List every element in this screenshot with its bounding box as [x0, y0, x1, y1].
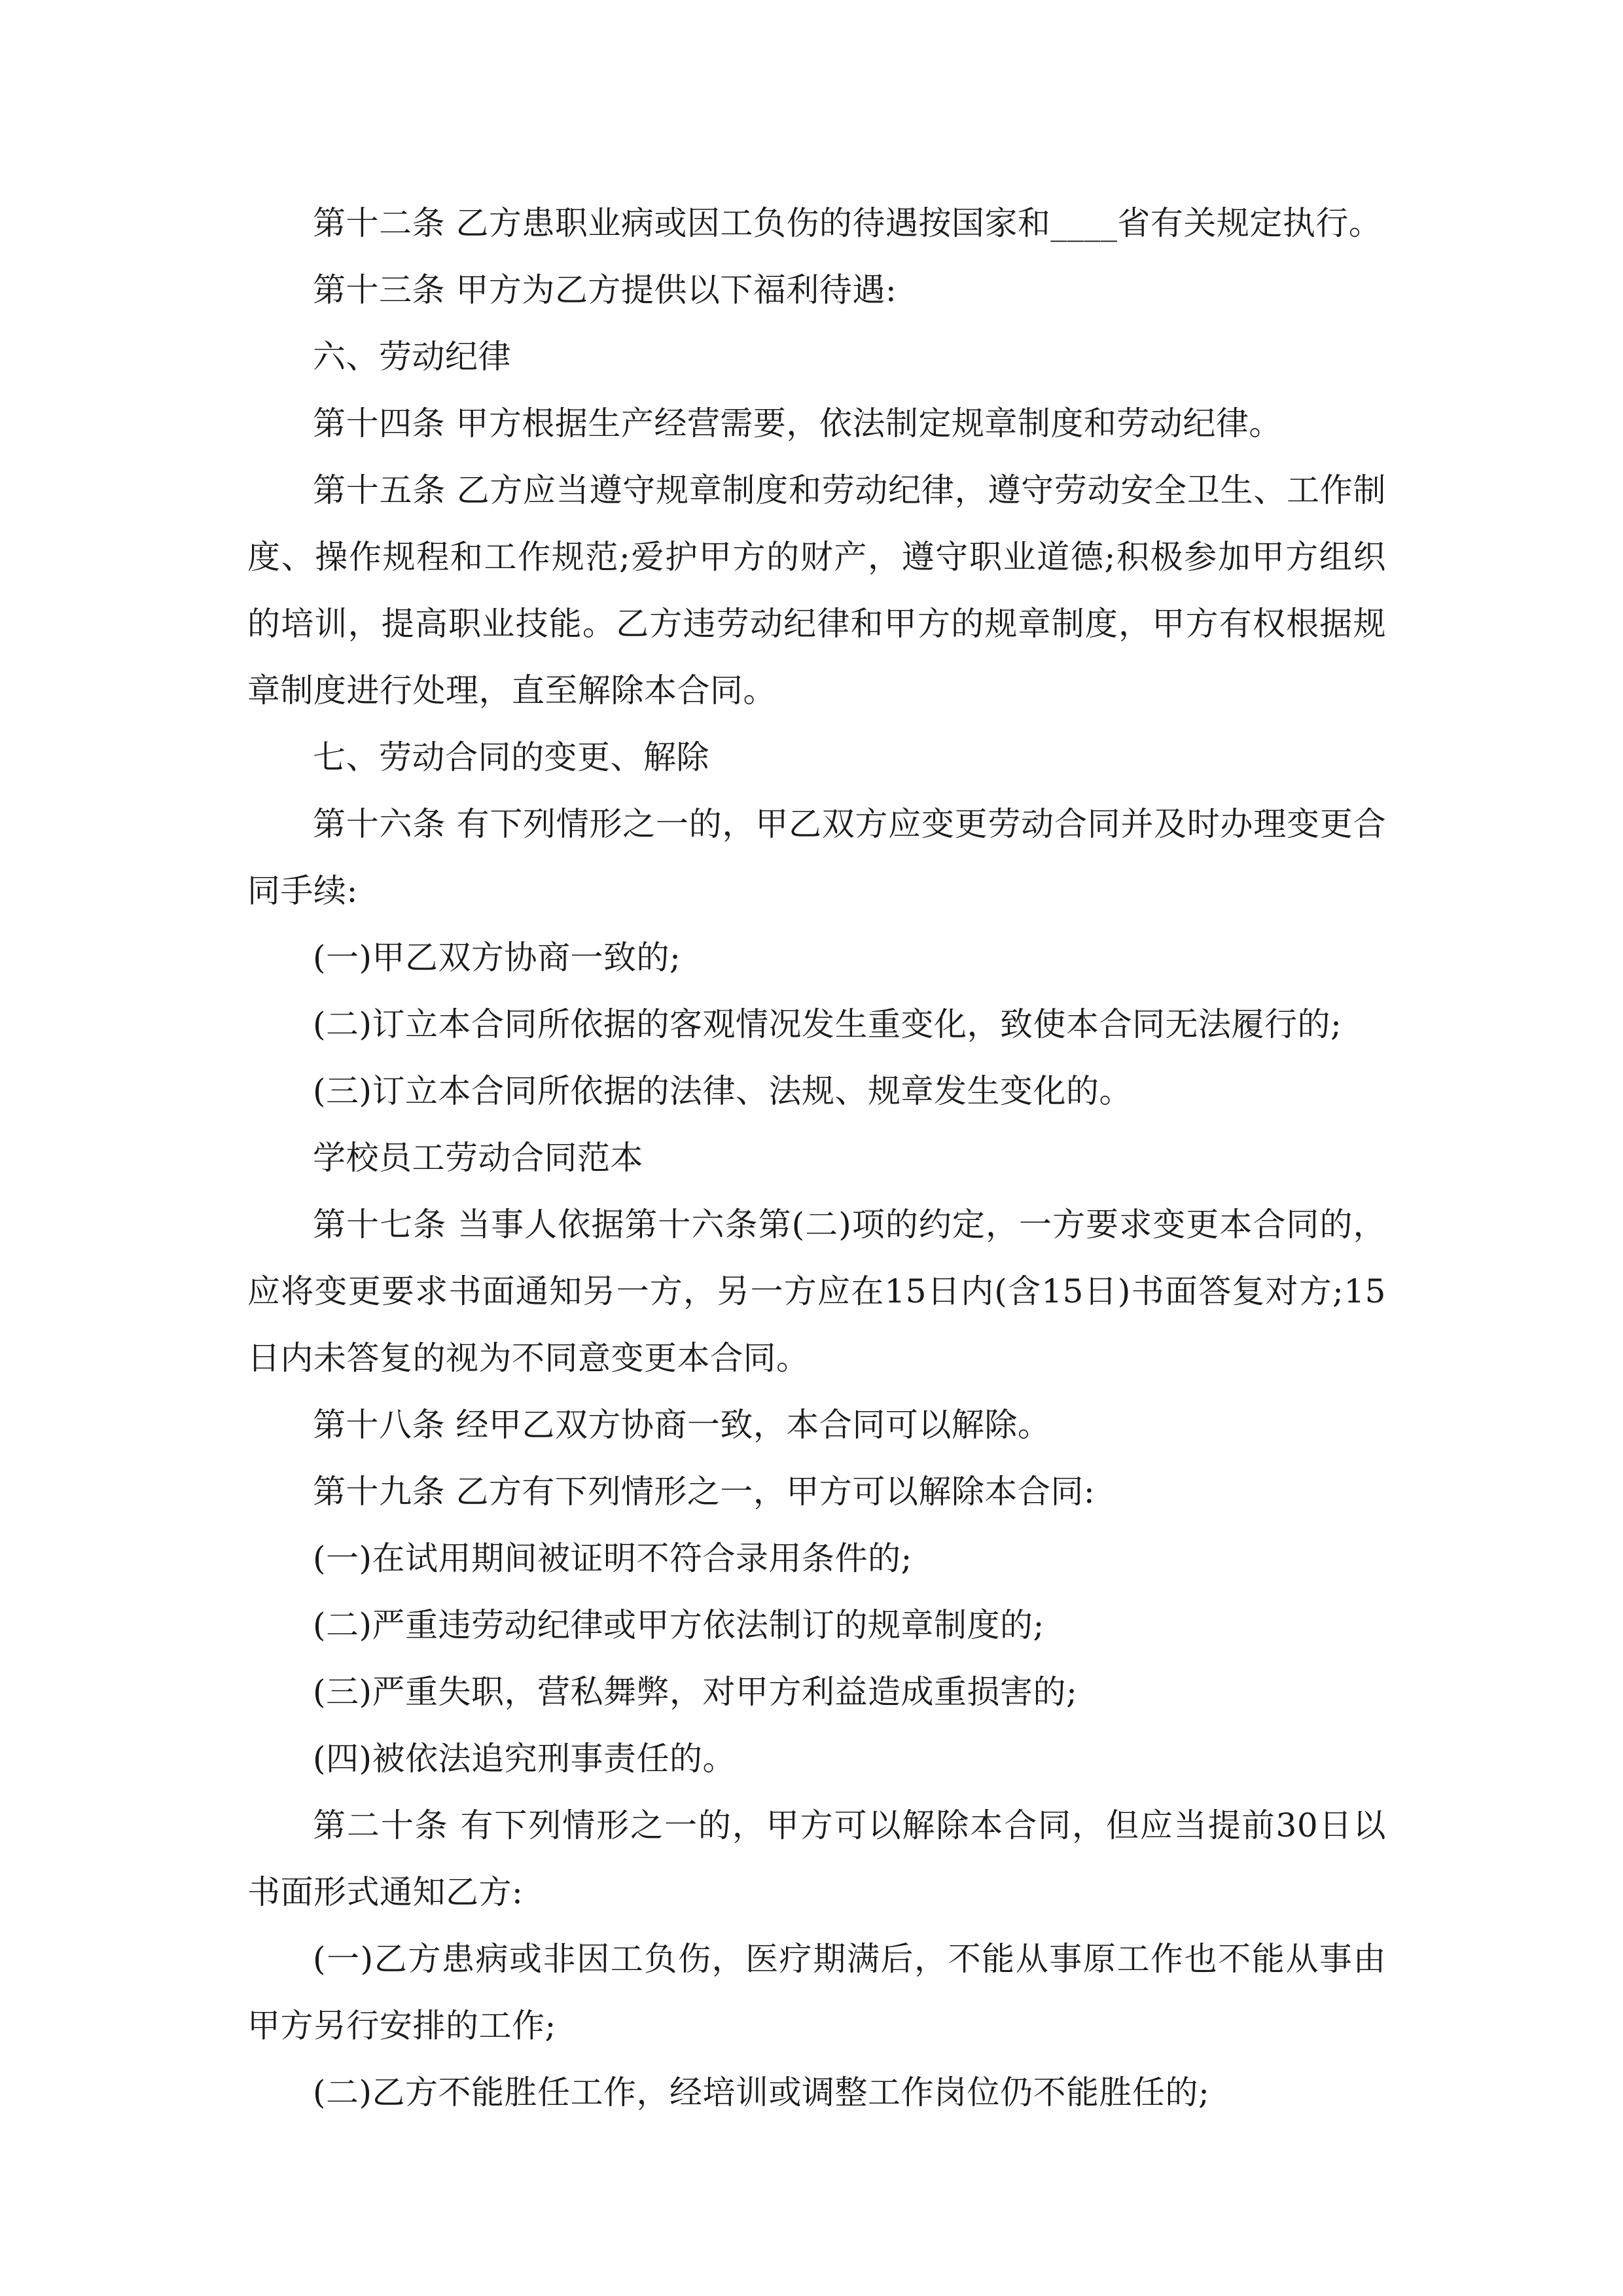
section-heading-contract-change: 七、劳动合同的变更、解除: [313, 738, 709, 776]
list-item: (四)被依法追究刑事责任的。: [313, 1740, 736, 1778]
list-item: (二)订立本合同所依据的客观情况发生重变化，致使本合同无法履行的;: [313, 1005, 1342, 1043]
list-item: (一)在试用期间被证明不符合录用条件的;: [313, 1539, 912, 1577]
section-heading-labor-discipline: 六、劳动纪律: [313, 338, 511, 376]
paragraph-article-14: 第十四条 甲方根据生产经营需要，依法制定规章制度和劳动纪律。: [313, 404, 1282, 442]
inline-title: 学校员工劳动合同范本: [313, 1139, 643, 1177]
list-item: (二)严重违劳动纪律或甲方依法制订的规章制度的;: [313, 1606, 1044, 1644]
list-item: (一)乙方患病或非因工负伤，医疗期满后，不能从事原工作也不能从事由甲方另行安排的工作;: [247, 1940, 1386, 2045]
paragraph-article-15: 第十五条 乙方应当遵守规章制度和劳动纪律，遵守劳动安全卫生、工作制度、操作规程和工作规范;爱护甲方的财产，遵守职业道德;积极参加甲方组织的培训，提高职业技能。乙方违劳动纪律和甲方的规章制度，甲方有权根据规章制度进行处理，直至解除本合同。: [247, 471, 1386, 709]
list-item: (一)甲乙双方协商一致的;: [313, 939, 681, 977]
list-item: (三)订立本合同所依据的法律、法规、规章发生变化的。: [313, 1072, 1133, 1110]
document-body: [247, 190, 1386, 2126]
list-item: (二)乙方不能胜任工作，经培训或调整工作岗位仍不能胜任的;: [313, 2073, 1210, 2111]
paragraph-article-16: 第十六条 有下列情形之一的，甲乙双方应变更劳动合同并及时办理变更合同手续:: [247, 805, 1386, 910]
paragraph-article-13: 第十三条 甲方为乙方提供以下福利待遇:: [313, 271, 897, 309]
paragraph-article-19: 第十九条 乙方有下列情形之一，甲方可以解除本合同:: [313, 1473, 1096, 1511]
list-item: (三)严重失职，营私舞弊，对甲方利益造成重损害的;: [313, 1673, 1078, 1711]
paragraph-article-17: 第十七条 当事人依据第十六条第(二)项的约定，一方要求变更本合同的，应将变更要求书面通知另一方，另一方应在15日内(含15日)书面答复对方;15日内未答复的视为不同意变更本合同。: [247, 1206, 1386, 1377]
paragraph-article-20: 第二十条 有下列情形之一的，甲方可以解除本合同，但应当提前30日以书面形式通知乙方:: [247, 1806, 1386, 1911]
paragraph-article-18: 第十八条 经甲乙双方协商一致，本合同可以解除。: [313, 1406, 1051, 1444]
paragraph-article-12: 第十二条 乙方患职业病或因工负伤的待遇按国家和____省有关规定执行。: [313, 204, 1382, 242]
